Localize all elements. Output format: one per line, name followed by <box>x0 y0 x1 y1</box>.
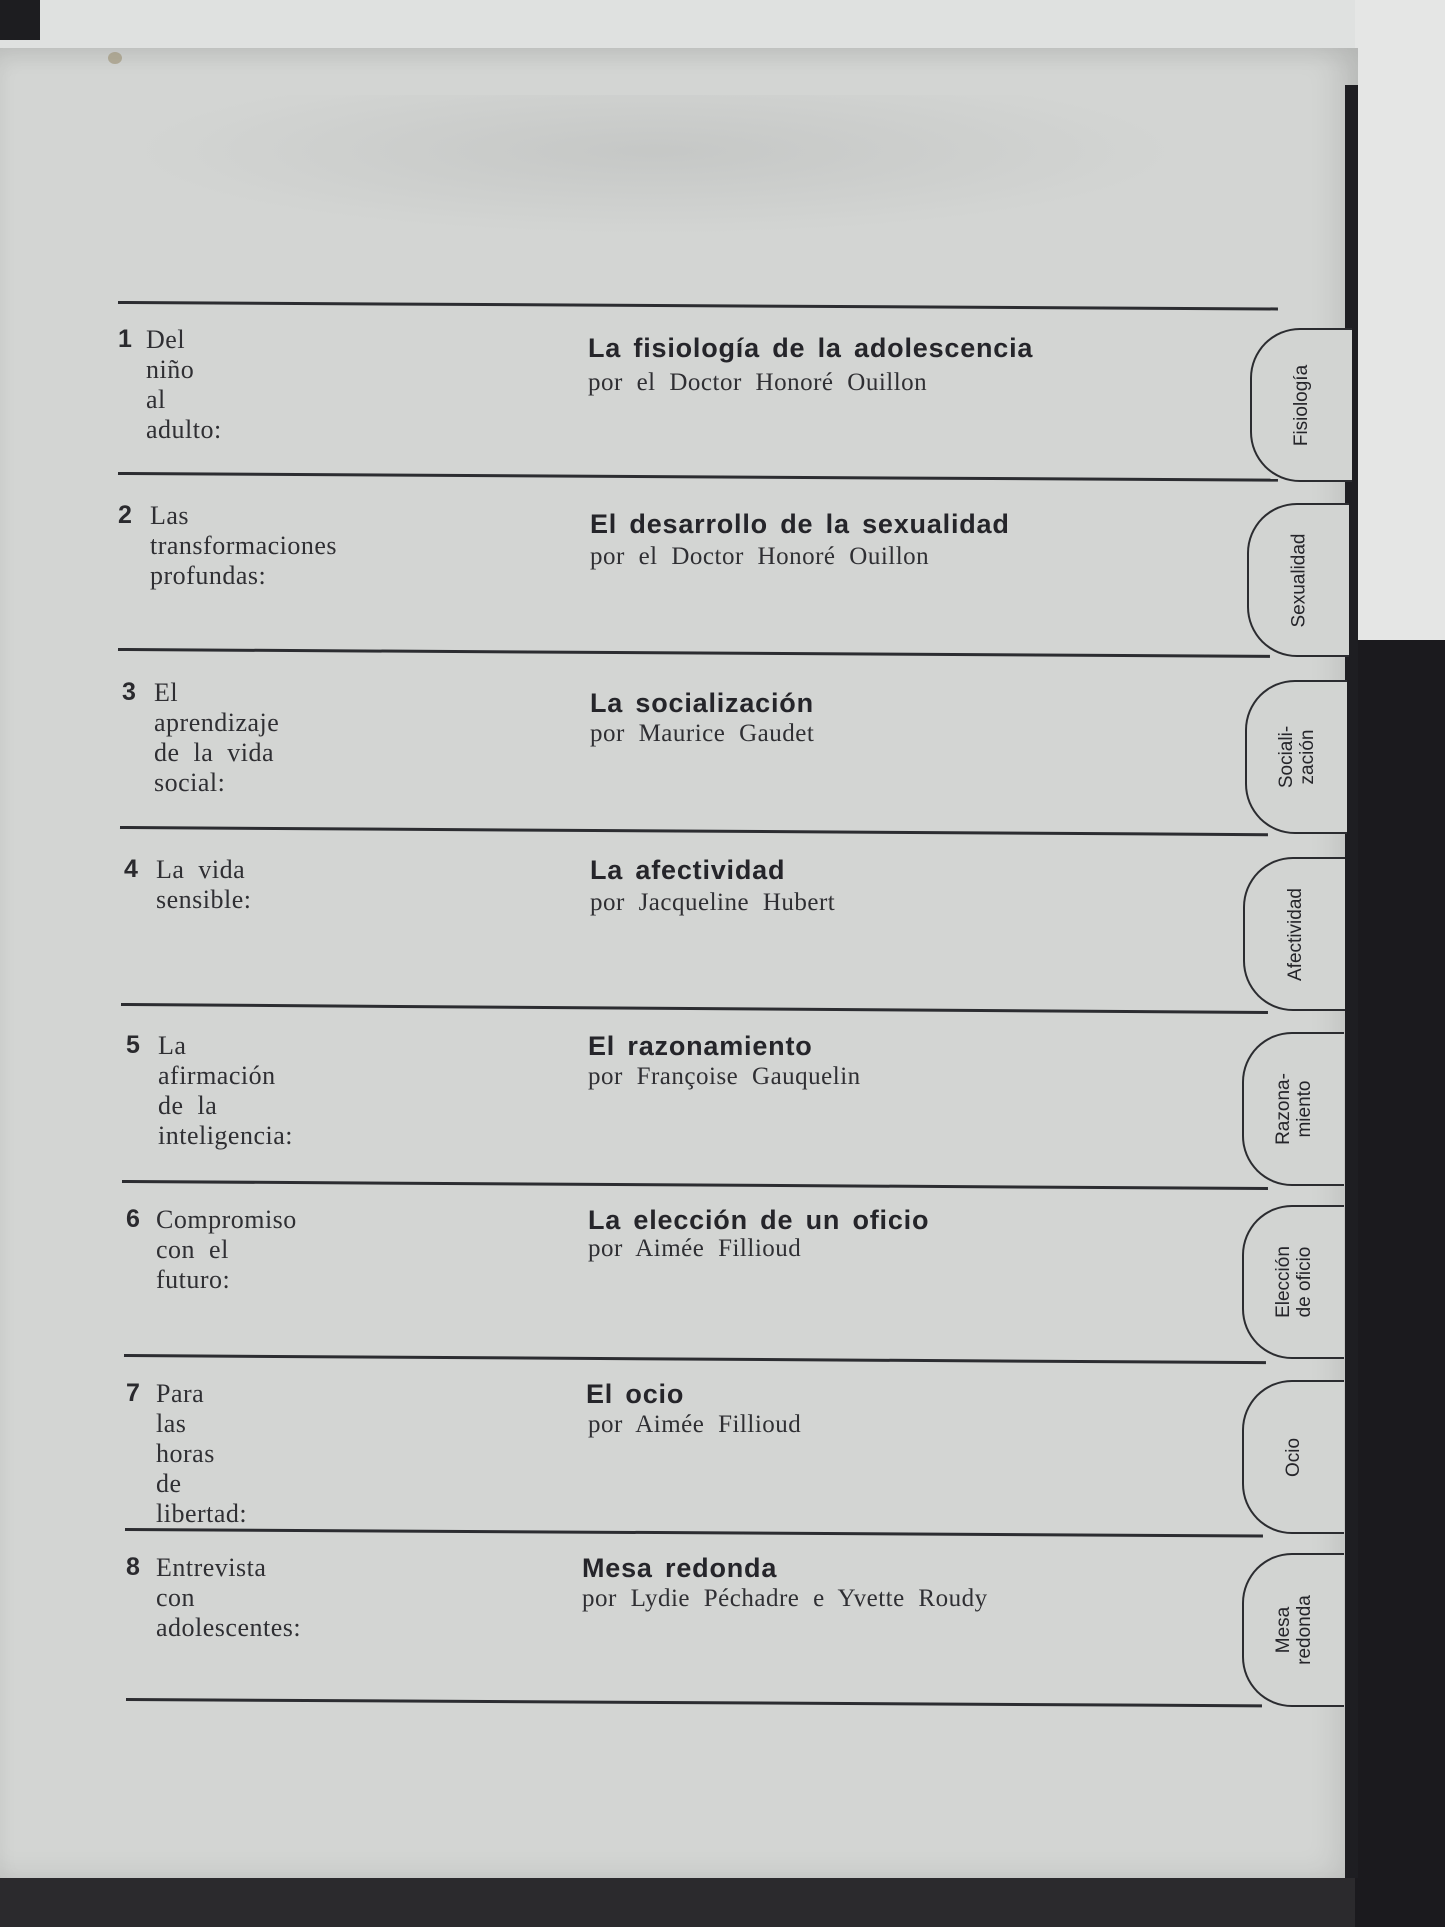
chapter-title[interactable]: El ocio <box>586 1379 685 1409</box>
chapter-label: Para las horas de libertad: <box>156 1379 248 1528</box>
chapter-label: El aprendizaje de la vida social: <box>154 678 280 797</box>
tab-afectividad[interactable] <box>1243 857 1345 1011</box>
chapter-number: 4 <box>124 855 138 883</box>
tab-label: Mesa redonda <box>1272 1595 1315 1665</box>
chapter-number: 5 <box>126 1031 140 1059</box>
chapter-author: por Aimée Fillioud <box>588 1411 802 1438</box>
ink-bleed-through <box>130 95 1180 235</box>
chapter-title[interactable]: La elección de un oficio <box>588 1205 930 1235</box>
tab-sexualidad[interactable] <box>1247 503 1349 657</box>
tab-ocio[interactable] <box>1242 1380 1344 1534</box>
chapter-label: Las transformaciones profundas: <box>150 501 338 590</box>
tab-eleccion-de-oficio[interactable] <box>1242 1205 1344 1359</box>
chapter-title[interactable]: La fisiología de la adolescencia <box>588 333 1034 363</box>
background-dark-right <box>1355 640 1445 1927</box>
chapter-title[interactable]: Mesa redonda <box>582 1553 778 1583</box>
tab-razonamiento[interactable] <box>1242 1032 1344 1186</box>
chapter-number: 2 <box>118 501 132 529</box>
chapter-author: por Jacqueline Hubert <box>590 889 836 916</box>
chapter-number: 8 <box>126 1553 140 1581</box>
tab-mesa-redonda[interactable] <box>1242 1553 1344 1707</box>
chapter-title[interactable]: La afectividad <box>590 855 786 885</box>
tab-socializacion[interactable] <box>1245 680 1347 834</box>
chapter-label: Entrevista con adolescentes: <box>156 1553 302 1642</box>
tab-label: Razona- miento <box>1272 1073 1315 1145</box>
chapter-label: Compromiso con el futuro: <box>156 1205 297 1294</box>
chapter-number: 6 <box>126 1205 140 1233</box>
chapter-author: por Françoise Gauquelin <box>588 1063 861 1090</box>
page-stain <box>108 52 122 64</box>
tab-label: Fisiología <box>1291 364 1313 446</box>
chapter-author: por el Doctor Honoré Ouillon <box>588 369 928 396</box>
chapter-number: 1 <box>118 325 132 353</box>
chapter-author: por Lydie Péchadre e Yvette Roudy <box>582 1585 988 1612</box>
chapter-title[interactable]: El razonamiento <box>588 1031 813 1061</box>
background-surface <box>0 0 1445 55</box>
chapter-number: 7 <box>126 1379 140 1407</box>
chapter-label: Del niño al adulto: <box>146 325 222 444</box>
tab-label: Sexualidad <box>1288 532 1310 628</box>
chapter-label: La vida sensible: <box>156 855 252 914</box>
tab-label: Sociali- zación <box>1276 725 1318 789</box>
tab-label: Elección de oficio <box>1272 1246 1315 1318</box>
chapter-author: por el Doctor Honoré Ouillon <box>590 543 930 570</box>
background-surface-right <box>1355 0 1445 680</box>
chapter-title[interactable]: La socialización <box>590 688 814 718</box>
chapter-number: 3 <box>122 678 136 706</box>
chapter-author: por Maurice Gaudet <box>590 720 815 747</box>
chapter-title[interactable]: El desarrollo de la sexualidad <box>590 509 1010 539</box>
tab-label: Ocio <box>1283 1437 1305 1477</box>
chapter-label: La afirmación de la inteligencia: <box>158 1031 294 1150</box>
tab-fisiologia[interactable] <box>1250 328 1352 482</box>
background-shadow <box>0 0 40 40</box>
tab-label: Afectividad <box>1284 887 1306 981</box>
chapter-author: por Aimée Fillioud <box>588 1235 802 1262</box>
